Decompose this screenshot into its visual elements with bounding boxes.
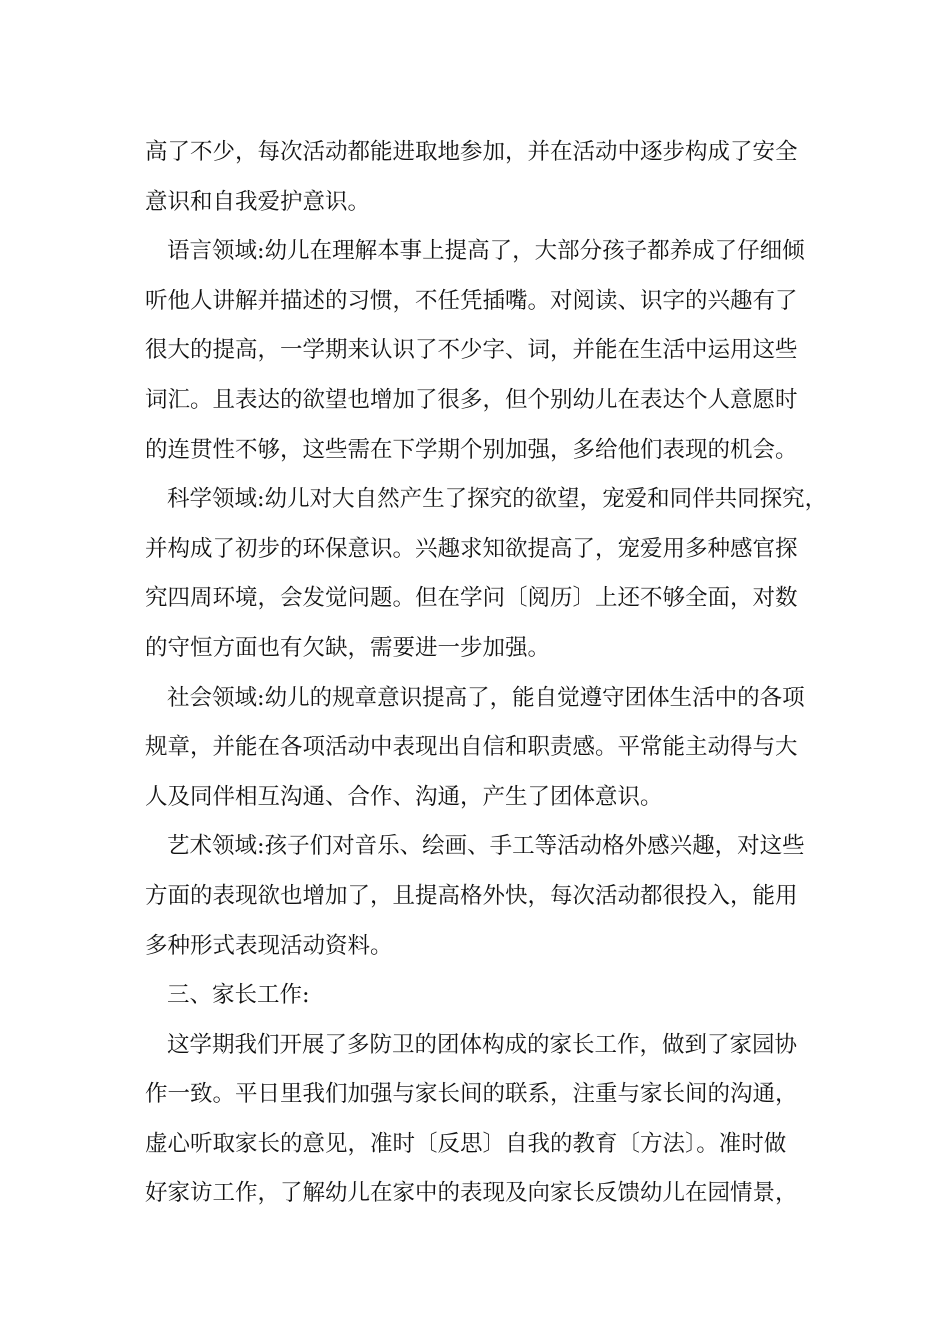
text-line: 规章，并能在各项活动中表现出自信和职责感。平常能主动得与大	[145, 734, 798, 761]
text-line: 作一致。平日里我们加强与家长间的联系，注重与家长间的沟通，	[145, 1081, 798, 1108]
text-line: 多种形式表现活动资料。	[145, 932, 393, 959]
text-line: 听他人讲解并描述的习惯，不任凭插嘴。对阅读、识字的兴趣有了	[145, 287, 798, 314]
text-line: 意识和自我爱护意识。	[145, 188, 371, 215]
document-body	[145, 128, 845, 1219]
text-line: 虚心听取家长的意见，准时〔反思〕自我的教育〔方法〕。准时做	[145, 1130, 787, 1157]
text-line: 词汇。且表达的欲望也增加了很多，但个别幼儿在表达个人意愿时	[145, 386, 798, 413]
paragraph-art-start: 艺术领域:孩子们对音乐、绘画、手工等活动格外感兴趣，对这些	[167, 833, 805, 860]
paragraph-language-start: 语言领域:幼儿在理解本事上提高了，大部分孩子都养成了仔细倾	[167, 238, 805, 265]
text-line: 并构成了初步的环保意识。兴趣求知欲提高了，宠爱用多种感官探	[145, 535, 798, 562]
section-heading-parent-work: 三、家长工作:	[167, 982, 310, 1009]
paragraph-parent-work-start: 这学期我们开展了多防卫的团体构成的家长工作，做到了家园协	[167, 1031, 798, 1058]
paragraph-science-start: 科学领域:幼儿对大自然产生了探究的欲望，宠爱和同伴共同探究，	[167, 486, 828, 513]
text-line: 的连贯性不够，这些需在下学期个别加强，多给他们表现的机会。	[145, 436, 798, 463]
text-line: 方面的表现欲也增加了，且提高格外快，每次活动都很投入，能用	[145, 882, 798, 909]
text-line: 的守恒方面也有欠缺，需要进一步加强。	[145, 634, 551, 661]
text-line: 人及同伴相互沟通、合作、沟通，产生了团体意识。	[145, 783, 663, 810]
paragraph-social-start: 社会领域:幼儿的规章意识提高了，能自觉遵守团体生活中的各项	[167, 684, 805, 711]
text-line: 究四周环境，会发觉问题。但在学问〔阅历〕上还不够全面，对数	[145, 585, 798, 612]
text-line: 好家访工作，了解幼儿在家中的表现及向家长反馈幼儿在园情景，	[145, 1180, 798, 1207]
text-line: 高了不少，每次活动都能进取地参加，并在活动中逐步构成了安全	[145, 139, 798, 165]
text-line: 很大的提高，一学期来认识了不少字、词，并能在生活中运用这些	[145, 337, 798, 364]
